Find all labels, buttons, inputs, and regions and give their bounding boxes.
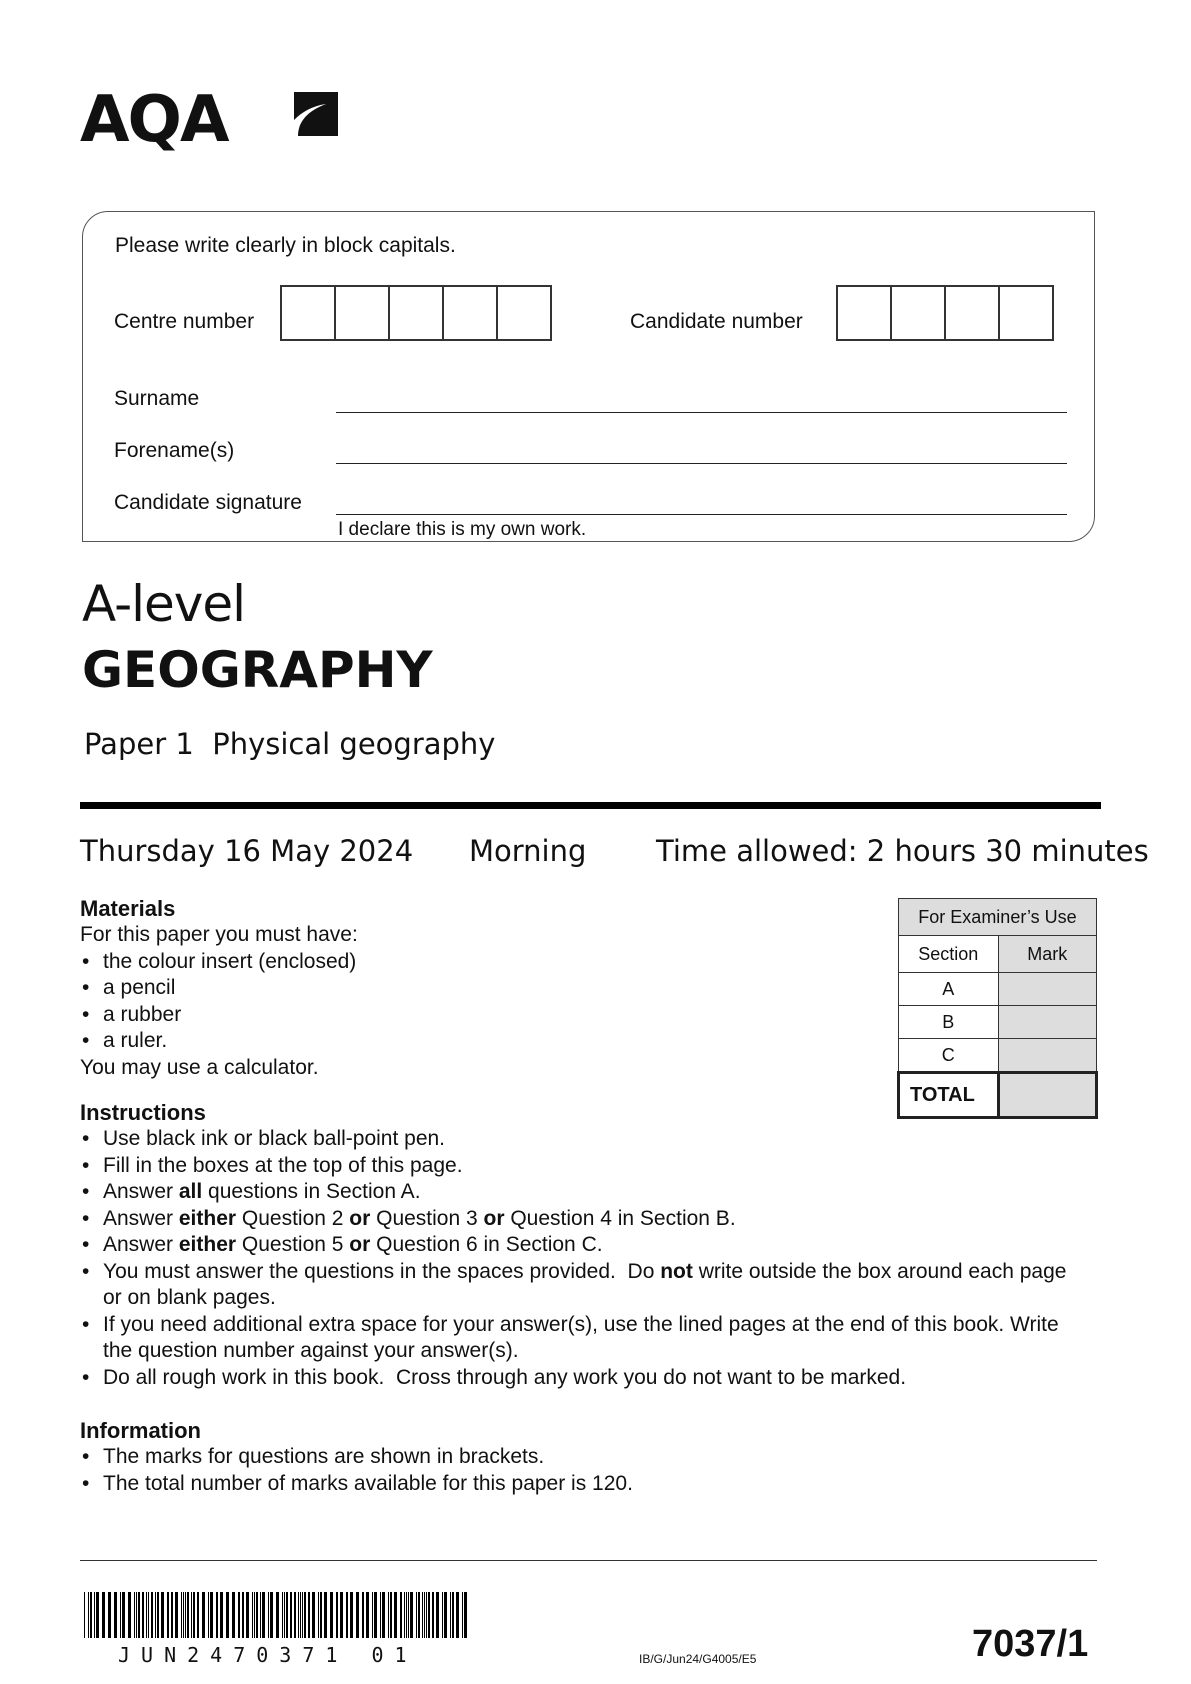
barcode-bar	[404, 1592, 405, 1638]
list-item: • The marks for questions are shown in brackets.	[80, 1444, 1080, 1471]
barcode-bar	[96, 1592, 99, 1638]
barcode-bar	[426, 1592, 427, 1638]
barcode-bar	[282, 1592, 283, 1638]
barcode-bar	[298, 1592, 299, 1638]
qualification-level: A-level	[82, 575, 246, 633]
barcode-bar	[157, 1592, 159, 1638]
footer-divider	[80, 1560, 1097, 1561]
barcode-bar	[216, 1592, 218, 1638]
barcode-bar	[142, 1592, 144, 1638]
barcode-bar	[146, 1592, 147, 1638]
centre-digit-box[interactable]	[496, 285, 552, 341]
centre-digit-box[interactable]	[388, 285, 444, 341]
barcode-bar	[102, 1592, 105, 1638]
surname-line[interactable]	[336, 412, 1067, 413]
barcode-bar	[155, 1592, 156, 1638]
barcode-bar	[175, 1592, 178, 1638]
barcode-bar	[366, 1592, 369, 1638]
candidate-digit-box[interactable]	[998, 285, 1054, 341]
barcode-bar	[90, 1592, 92, 1638]
barcode-bar	[286, 1592, 288, 1638]
barcode-bar	[260, 1592, 261, 1638]
barcode-bar	[372, 1592, 373, 1638]
barcode-bar	[183, 1592, 184, 1638]
list-item: • a ruler.	[80, 1028, 640, 1055]
barcode-bar	[120, 1592, 121, 1638]
declaration-text: I declare this is my own work.	[338, 519, 587, 540]
forename-label: Forename(s)	[114, 439, 235, 462]
barcode-bar	[191, 1592, 192, 1638]
instructions-heading: Instructions	[80, 1100, 206, 1125]
barcode-bar	[151, 1592, 153, 1638]
barcode-bar	[464, 1592, 467, 1638]
barcode-bar	[270, 1592, 273, 1638]
barcode-bar	[346, 1592, 348, 1638]
barcode-bar	[114, 1592, 117, 1638]
barcode-bar	[442, 1592, 443, 1638]
barcode-bar	[210, 1592, 213, 1638]
candidate-number-label: Candidate number	[630, 310, 803, 333]
barcode-bar	[252, 1592, 253, 1638]
barcode-bar	[256, 1592, 258, 1638]
exam-date: Thursday 16 May 2024	[80, 834, 414, 868]
instructions-section	[80, 1100, 1080, 1391]
barcode-bar	[136, 1592, 137, 1638]
list-item: • Answer all questions in Section A.	[80, 1179, 1080, 1206]
list-item: • a pencil	[80, 975, 640, 1002]
materials-list	[80, 949, 640, 1055]
barcode-bar	[284, 1592, 285, 1638]
barcode-bar	[167, 1592, 169, 1638]
list-item: • Do all rough work in this book. Cross through any work you do not want to be marked.	[80, 1365, 1080, 1392]
barcode-bar	[410, 1592, 413, 1638]
list-item: • Answer either Question 2 or Question 3 or Question 4 in Section B.	[80, 1206, 1080, 1233]
barcode-bar	[362, 1592, 364, 1638]
list-item: • a rubber	[80, 1002, 640, 1029]
calculator-note: You may use a calculator.	[80, 1055, 319, 1079]
aqa-leaf-icon	[288, 90, 342, 140]
barcode-bar	[308, 1592, 310, 1638]
signature-line[interactable]	[336, 514, 1067, 515]
barcode-bar	[294, 1592, 296, 1638]
barcode-bar	[276, 1592, 279, 1638]
barcode-bar	[436, 1592, 439, 1638]
barcode-bar	[226, 1592, 229, 1638]
barcode-bar	[356, 1592, 359, 1638]
barcode-bar	[382, 1592, 385, 1638]
barcode-bar	[304, 1592, 306, 1638]
barcode-bar	[202, 1592, 205, 1638]
barcode-bar	[138, 1592, 140, 1638]
barcode-bar	[416, 1592, 417, 1638]
barcode-bar	[406, 1592, 407, 1638]
document-reference: IB/G/Jun24/G4005/E5	[639, 1652, 757, 1666]
section-cell: A	[899, 973, 999, 1006]
barcode-bar	[208, 1592, 209, 1638]
barcode-bar	[340, 1592, 343, 1638]
barcode-bar	[380, 1592, 381, 1638]
information-list	[80, 1444, 1080, 1497]
aqa-logo	[80, 83, 228, 157]
barcode-bar	[400, 1592, 402, 1638]
title-divider	[80, 802, 1101, 809]
barcode-bar	[220, 1592, 223, 1638]
materials-section	[80, 896, 640, 1081]
barcode-bar	[185, 1592, 186, 1638]
list-item: • Fill in the boxes at the top of this page.	[80, 1153, 1080, 1180]
barcode-bar	[428, 1592, 430, 1638]
barcode-bar	[232, 1592, 235, 1638]
barcode-bar	[350, 1592, 353, 1638]
table-title: For Examiner’s Use	[899, 899, 1097, 936]
mark-cell	[998, 1039, 1097, 1073]
barcode-bar	[300, 1592, 301, 1638]
barcode-bar	[374, 1592, 377, 1638]
candidate-number-boxes	[836, 285, 1054, 341]
total-label: TOTAL	[899, 1073, 999, 1118]
exam-session: Morning	[469, 834, 587, 868]
centre-digit-box[interactable]	[334, 285, 390, 341]
barcode-bar	[88, 1592, 89, 1638]
paper-title: Paper 1 Physical geography	[84, 727, 496, 761]
barcode-bar	[94, 1592, 95, 1638]
barcode-bar	[424, 1592, 425, 1638]
barcode-bar	[318, 1592, 319, 1638]
mark-cell	[998, 1006, 1097, 1039]
list-item: • The total number of marks available for this paper is 120.	[80, 1471, 1080, 1498]
barcode-bar	[187, 1592, 189, 1638]
barcode-bar	[161, 1592, 164, 1638]
signature-label: Candidate signature	[114, 491, 302, 514]
block-capitals-instruction: Please write clearly in block capitals.	[115, 234, 456, 257]
subject-title: GEOGRAPHY	[82, 641, 433, 699]
mark-cell	[998, 973, 1097, 1006]
list-item: • the colour insert (enclosed)	[80, 949, 640, 976]
candidate-digit-box[interactable]	[944, 285, 1000, 341]
barcode-bar	[408, 1592, 409, 1638]
barcode-bar	[197, 1592, 199, 1638]
barcode-bar	[108, 1592, 111, 1638]
barcode-bar	[262, 1592, 265, 1638]
logo-text: AQA	[80, 83, 228, 157]
barcode-bar	[246, 1592, 249, 1638]
barcode-bar	[462, 1592, 463, 1638]
paper-code: 7037/1	[972, 1623, 1089, 1665]
barcode-bar	[418, 1592, 420, 1638]
surname-label: Surname	[114, 387, 200, 410]
list-item: • Answer either Question 5 or Question 6 in Section C.	[80, 1232, 1080, 1259]
section-cell: B	[899, 1006, 999, 1039]
barcode-bar	[456, 1592, 459, 1638]
barcode-number: JUN2470371 01	[118, 1643, 418, 1667]
section-header: Section	[899, 936, 999, 973]
barcode-bar	[432, 1592, 434, 1638]
exam-time-allowed: Time allowed: 2 hours 30 minutes	[656, 834, 1149, 868]
barcode-icon	[84, 1592, 474, 1640]
barcode-bar	[422, 1592, 423, 1638]
barcode-bar	[324, 1592, 327, 1638]
barcode-bar	[336, 1592, 338, 1638]
barcode-bar	[320, 1592, 322, 1638]
mark-header: Mark	[998, 936, 1097, 973]
materials-heading: Materials	[80, 896, 176, 921]
barcode-bar	[388, 1592, 389, 1638]
examiners-use-table	[897, 898, 1098, 1119]
barcode-bar	[268, 1592, 269, 1638]
candidate-digit-box[interactable]	[890, 285, 946, 341]
barcode-bar	[134, 1592, 135, 1638]
list-item: • Use black ink or black ball-point pen.	[80, 1126, 1080, 1153]
barcode-bar	[394, 1592, 397, 1638]
barcode-bar	[181, 1592, 182, 1638]
barcode-bar	[444, 1592, 447, 1638]
barcode-bar	[290, 1592, 292, 1638]
centre-number-boxes	[280, 285, 552, 341]
barcode-bar	[302, 1592, 303, 1638]
barcode-bar	[254, 1592, 255, 1638]
forename-line[interactable]	[336, 463, 1067, 464]
barcode-bar	[122, 1592, 125, 1638]
centre-digit-box[interactable]	[280, 285, 336, 341]
list-item: • If you need additional extra space for your answer(s), use the lined pages at the end of this book. Write the question number against your answer(s).	[80, 1312, 1080, 1365]
centre-digit-box[interactable]	[442, 285, 498, 341]
barcode-bar	[312, 1592, 315, 1638]
barcode-bar	[193, 1592, 195, 1638]
barcode-bar	[238, 1592, 240, 1638]
barcode-bar	[84, 1592, 85, 1638]
barcode-bar	[390, 1592, 392, 1638]
barcode-bar	[452, 1592, 454, 1638]
barcode-bar	[242, 1592, 244, 1638]
section-cell: C	[899, 1039, 999, 1073]
barcode-bar	[148, 1592, 149, 1638]
candidate-digit-box[interactable]	[836, 285, 892, 341]
materials-intro: For this paper you must have:	[80, 923, 358, 946]
barcode-bar	[330, 1592, 333, 1638]
information-section	[80, 1418, 1080, 1497]
information-heading: Information	[80, 1418, 201, 1443]
instructions-list	[80, 1126, 1080, 1391]
centre-number-label: Centre number	[114, 310, 255, 333]
barcode-bar	[450, 1592, 451, 1638]
barcode-bar	[171, 1592, 173, 1638]
list-item: • You must answer the questions in the spaces provided. Do not write outside the box around each page or on blank pages.	[80, 1259, 1080, 1312]
barcode-bar	[128, 1592, 131, 1638]
